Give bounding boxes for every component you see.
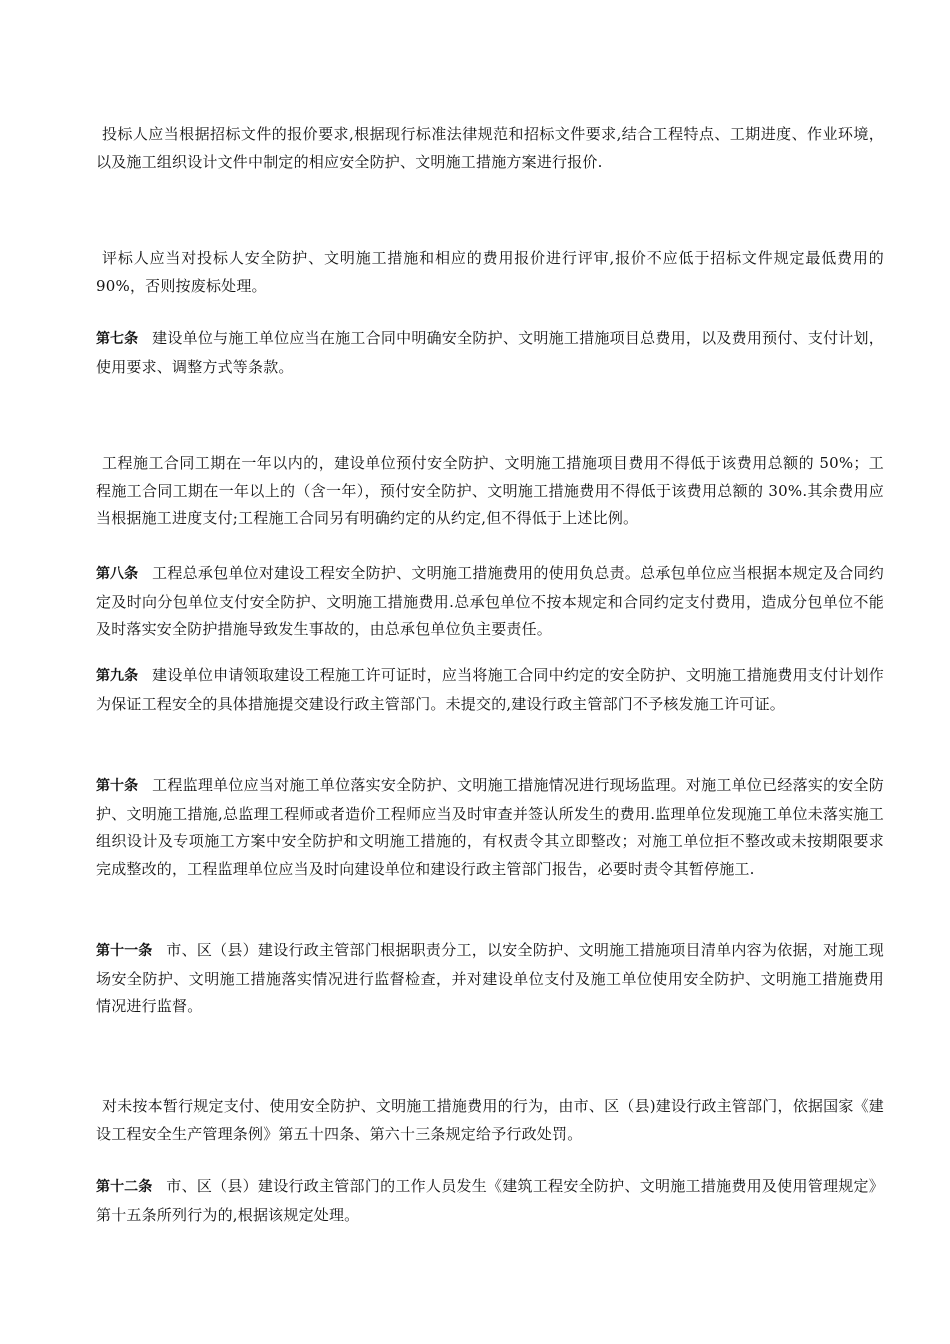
paragraph-text: 评标人应当对投标人安全防护、文明施工措施和相应的费用报价进行评审,报价不应低于招标文件规定最低费用的 90%，否则按废标处理。 bbox=[96, 249, 884, 295]
article-text: 建设单位与施工单位应当在施工合同中明确安全防护、文明施工措施项目总费用，以及费用预付、支付计划，使用要求、调整方式等条款。 bbox=[96, 329, 885, 376]
paragraph-bid-pricing bbox=[96, 121, 884, 176]
paragraph-text: 工程施工合同工期在一年以内的，建设单位预付安全防护、文明施工措施项目费用不得低于该费用总额的 50%；工程施工合同工期在一年以上的（含一年），预付安全防护、文明施工措施费用不得低于该费用总额的 30%.其余费用应当根据施工进度支付;工程施工合同另有明确约定的从约定,但不得低于上述比例。 bbox=[96, 454, 884, 527]
paragraph-text: 投标人应当根据招标文件的报价要求,根据现行标准法律规范和招标文件要求,结合工程特点、工期进度、作业环境，以及施工组织设计文件中制定的相应安全防护、文明施工措施方案进行报价. bbox=[96, 125, 884, 171]
article-text: 市、区（县）建设行政主管部门的工作人员发生《建筑工程安全防护、文明施工措施费用及使用管理规定》第十五条所列行为的,根据该规定处理。 bbox=[96, 1177, 885, 1224]
paragraph-text: 对未按本暂行规定支付、使用安全防护、文明施工措施费用的行为，由市、区（县)建设行政主管部门，依据国家《建设工程安全生产管理条例》第五十四条、第六十三条规定给予行政处罚。 bbox=[96, 1097, 884, 1143]
article-text: 工程总承包单位对建设工程安全防护、文明施工措施费用的使用负总责。总承包单位应当根据本规定及合同约定及时向分包单位支付安全防护、文明施工措施费用.总承包单位不按本规定和合同约定支付费用，造成分包单位不能及时落实安全防护措施导致发生事故的，由总承包单位负主要责任。 bbox=[96, 564, 885, 638]
article-7 bbox=[96, 325, 884, 381]
article-9 bbox=[96, 662, 884, 718]
article-number: 第七条 bbox=[96, 331, 139, 347]
article-text: 建设单位申请领取建设工程施工许可证时，应当将施工合同中约定的安全防护、文明施工措施费用支付计划作为保证工程安全的具体措施提交建设行政主管部门。未提交的,建设行政主管部门不予核发施工许可证。 bbox=[96, 666, 885, 713]
article-12 bbox=[96, 1173, 884, 1229]
paragraph-bid-evaluation bbox=[96, 245, 884, 300]
article-number: 第十二条 bbox=[96, 1179, 153, 1195]
article-number: 第十一条 bbox=[96, 943, 153, 959]
article-number: 第八条 bbox=[96, 566, 139, 582]
article-number: 第九条 bbox=[96, 668, 139, 684]
article-text: 市、区（县）建设行政主管部门根据职责分工，以安全防护、文明施工措施项目清单内容为依据，对施工现场安全防护、文明施工措施落实情况进行监督检查，并对建设单位支付及施工单位使用安全防护、文明施工措施费用情况进行监督。 bbox=[96, 941, 885, 1015]
article-11 bbox=[96, 937, 884, 1021]
paragraph-prepayment bbox=[96, 450, 884, 533]
article-number: 第十条 bbox=[96, 778, 139, 794]
paragraph-penalty bbox=[96, 1093, 884, 1148]
article-text: 工程监理单位应当对施工单位落实安全防护、文明施工措施情况进行现场监理。对施工单位已经落实的安全防护、文明施工措施,总监理工程师或者造价工程师应当及时审查并签认所发生的费用.监理单位发现施工单位未落实施工组织设计及专项施工方案中安全防护和文明施工措施的，有权责令其立即整改；对施工单位拒不整改或未按期限要求完成整改的，工程监理单位应当及时向建设单位和建设行政主管部门报告，必要时责令其暂停施工. bbox=[96, 776, 885, 878]
article-8 bbox=[96, 560, 884, 644]
article-10 bbox=[96, 772, 884, 883]
